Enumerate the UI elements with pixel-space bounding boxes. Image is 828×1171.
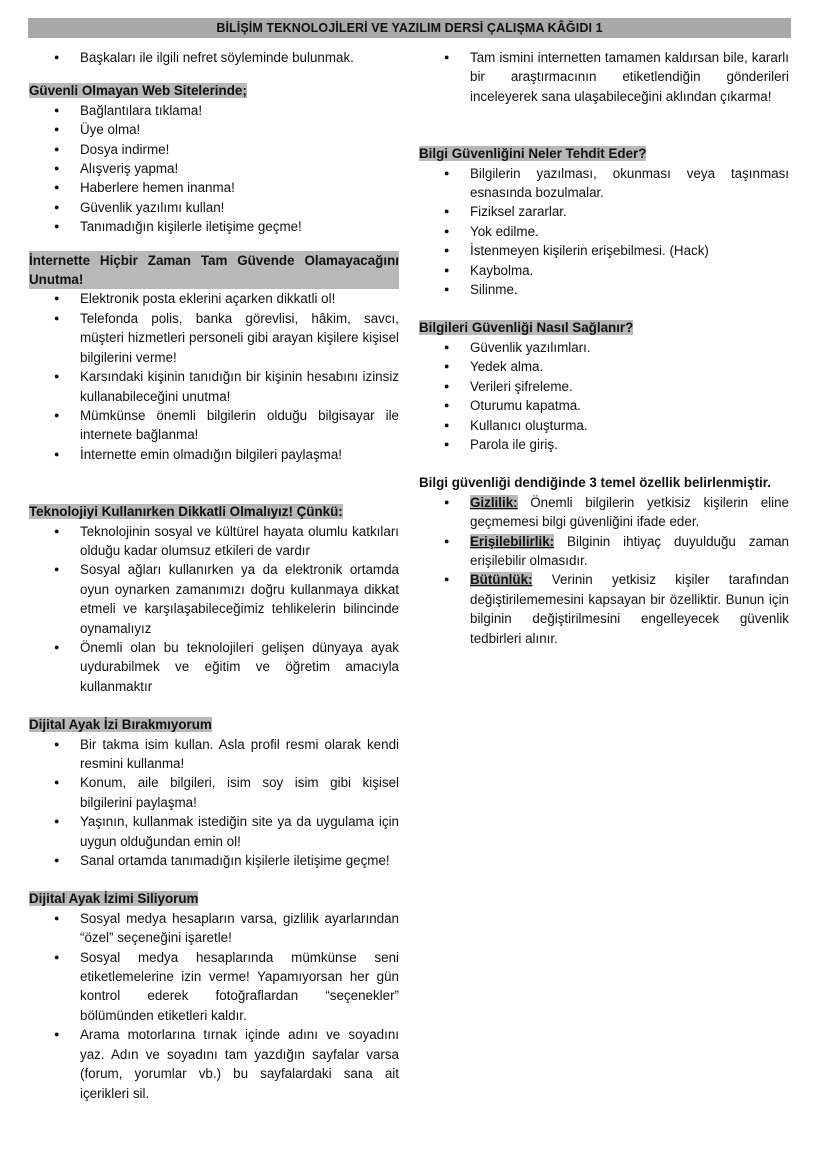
list-item: ● Güvenlik yazılımları.	[470, 338, 789, 357]
list-item: ● Teknolojinin sosyal ve kültürel hayata olumlu katkıları olduğu kadar olumsuz etkileri de vardır	[80, 522, 399, 561]
list-item: ● Sosyal medya hesaplarında mümkünse seni etiketlemelerine izin verme! Yapamıyorsan her gün kontrol ederek fotoğraflardan “seçenekler” bölümünden etiketleri kaldır.	[80, 948, 399, 1026]
no-footprint-list	[29, 735, 399, 871]
list-item: ● Elektronik posta eklerini açarken dikkatli ol!	[80, 289, 399, 308]
list-item	[470, 493, 789, 532]
term-description: Bilginin ihtiyaç duyulduğu zaman erişilebilir olmasıdır.	[470, 533, 789, 568]
list-item: ● Haberlere hemen inanma!	[80, 178, 399, 197]
list-item: ● Kaybolma.	[470, 261, 789, 280]
list-item: ● Karsındaki kişinin tanıdığın bir kişinin hesabını izinsiz kullanabileceğini unutma!	[80, 367, 399, 406]
section-heading-never-safe: İnternette Hiçbir Zaman Tam Güvende Olamayacağını Unutma!	[29, 251, 399, 290]
section-heading-no-footprint: Dijital Ayak İzi Bırakmıyorum	[29, 717, 212, 733]
list-item: ● Oturumu kapatma.	[470, 396, 789, 415]
list-item: ● Mümkünse önemli bilgilerin olduğu bilgisayar ile internete bağlanma!	[80, 406, 399, 445]
threats-list	[419, 164, 789, 300]
left-column	[29, 48, 399, 1103]
list-item: ● Yaşının, kullanmak istediğin site ya da uygulama için uygun olduğundan emin ol!	[80, 812, 399, 851]
list-item: ● Sosyal ağları kullanırken ya da elektronik ortamda oyun oynarken zamanımızı doğru kullanmaya dikkat etmeli ve karşılaşabileceğimiz tehlikelerin bilincinde oynamalıyız	[80, 560, 399, 638]
list-item: ● Bir takma isim kullan. Asla profil resmi olarak kendi resmini kullanma!	[80, 735, 399, 774]
list-item	[470, 570, 789, 648]
list-item: ● Üye olma!	[80, 120, 399, 139]
careful-technology-list	[29, 522, 399, 697]
list-item: ● Bağlantılara tıklama!	[80, 101, 399, 120]
list-item: ● Önemli olan bu teknolojileri gelişen dünyaya ayak uydurabilmek ve eğitim ve öğretim amacıyla kullanmaktır	[80, 638, 399, 696]
list-item: ● Parola ile giriş.	[470, 435, 789, 454]
unsafe-sites-list	[29, 101, 399, 237]
term-label: Erişilebilirlik:	[470, 533, 555, 549]
list-item: ● Bilgilerin yazılması, okunması veya taşınması esnasında bozulmalar.	[470, 164, 789, 203]
list-item: ● İnternette emin olmadığın bilgileri paylaşma!	[80, 445, 399, 464]
list-item: ● Konum, aile bilgileri, isim soy isim gibi kişisel bilgilerini paylaşma!	[80, 773, 399, 812]
list-item: ● Güvenlik yazılımı kullan!	[80, 198, 399, 217]
right-intro-list	[419, 48, 789, 106]
list-item: ● Yedek alma.	[470, 357, 789, 376]
section-heading-delete-footprint: Dijital Ayak İzimi Siliyorum	[29, 891, 199, 907]
list-item: ● Başkaları ile ilgili nefret söyleminde bulunmak.	[80, 48, 399, 67]
right-column	[419, 48, 789, 648]
term-description: Verinin yetkisiz kişiler tarafından değiştirilememesini kapsayan bir özelliktir. Bunun için bilginin değiştirilmesini engelleyecek güvenlik tedbirleri alınır.	[470, 572, 789, 646]
never-safe-list	[29, 289, 399, 464]
three-properties-list	[419, 493, 789, 648]
list-item: ● Tanımadığın kişilerle iletişime geçme!	[80, 217, 399, 236]
list-item: ● Sosyal medya hesapların varsa, gizlilik ayarlarından “özel” seçeneğini işaretle!	[80, 909, 399, 948]
section-heading-three-properties: Bilgi güvenliği dendiğinde 3 temel özellik belirlenmiştir.	[419, 475, 771, 491]
list-item: ● Kullanıcı oluşturma.	[470, 416, 789, 435]
page-title: BİLİŞİM TEKNOLOJİLERİ VE YAZILIM DERSİ ÇALIŞMA KÂĞIDI 1	[28, 18, 791, 38]
list-item: ● Fiziksel zararlar.	[470, 202, 789, 221]
list-item: ● Alışveriş yapma!	[80, 159, 399, 178]
list-item: ● Dosya indirme!	[80, 140, 399, 159]
list-item: ● Verileri şifreleme.	[470, 377, 789, 396]
section-heading-unsafe-sites: Güvenli Olmayan Web Sitelerinde;	[29, 83, 247, 99]
list-item: ● Tam ismini internetten tamamen kaldırsan bile, kararlı bir araştırmacının etiketlendiğin gönderileri inceleyerek sana ulaşabileceğini aklından çıkarma!	[470, 48, 789, 106]
list-item: ● Yok edilme.	[470, 222, 789, 241]
section-heading-careful-technology: Teknolojiyi Kullanırken Dikkatli Olmalıyız! Çünkü:	[29, 504, 343, 520]
list-item: ● Telefonda polis, banka görevlisi, hâkim, savcı, müşteri hizmetleri personeli gibi arayan kişilere kişisel bilgilerini verme!	[80, 309, 399, 367]
section-heading-how-secure: Bilgileri Güvenliği Nasıl Sağlanır?	[419, 320, 634, 336]
term-description: Önemli bilgilerin yetkisiz kişilerin eline geçmemesi bilgi güvenliğini ifade eder.	[470, 494, 789, 530]
term-label: Gizlilik:	[470, 494, 518, 510]
list-item: ● İstenmeyen kişilerin erişebilmesi. (Hack)	[470, 241, 789, 260]
list-item	[470, 532, 789, 571]
section-heading-threats: Bilgi Güvenliğini Neler Tehdit Eder?	[419, 146, 647, 162]
term-label: Bütünlük:	[470, 572, 533, 588]
list-item: ● Sanal ortamda tanımadığın kişilerle iletişime geçme!	[80, 851, 399, 870]
intro-list	[29, 48, 399, 67]
how-secure-list	[419, 338, 789, 454]
list-item: ● Silinme.	[470, 280, 789, 299]
delete-footprint-list	[29, 909, 399, 1103]
list-item: ● Arama motorlarına tırnak içinde adını ve soyadını yaz. Adın ve soyadını tam yazdığın sayfalar varsa (forum, yorumlar vb.) bu sayfalardaki sana ait içerikleri sil.	[80, 1025, 399, 1103]
